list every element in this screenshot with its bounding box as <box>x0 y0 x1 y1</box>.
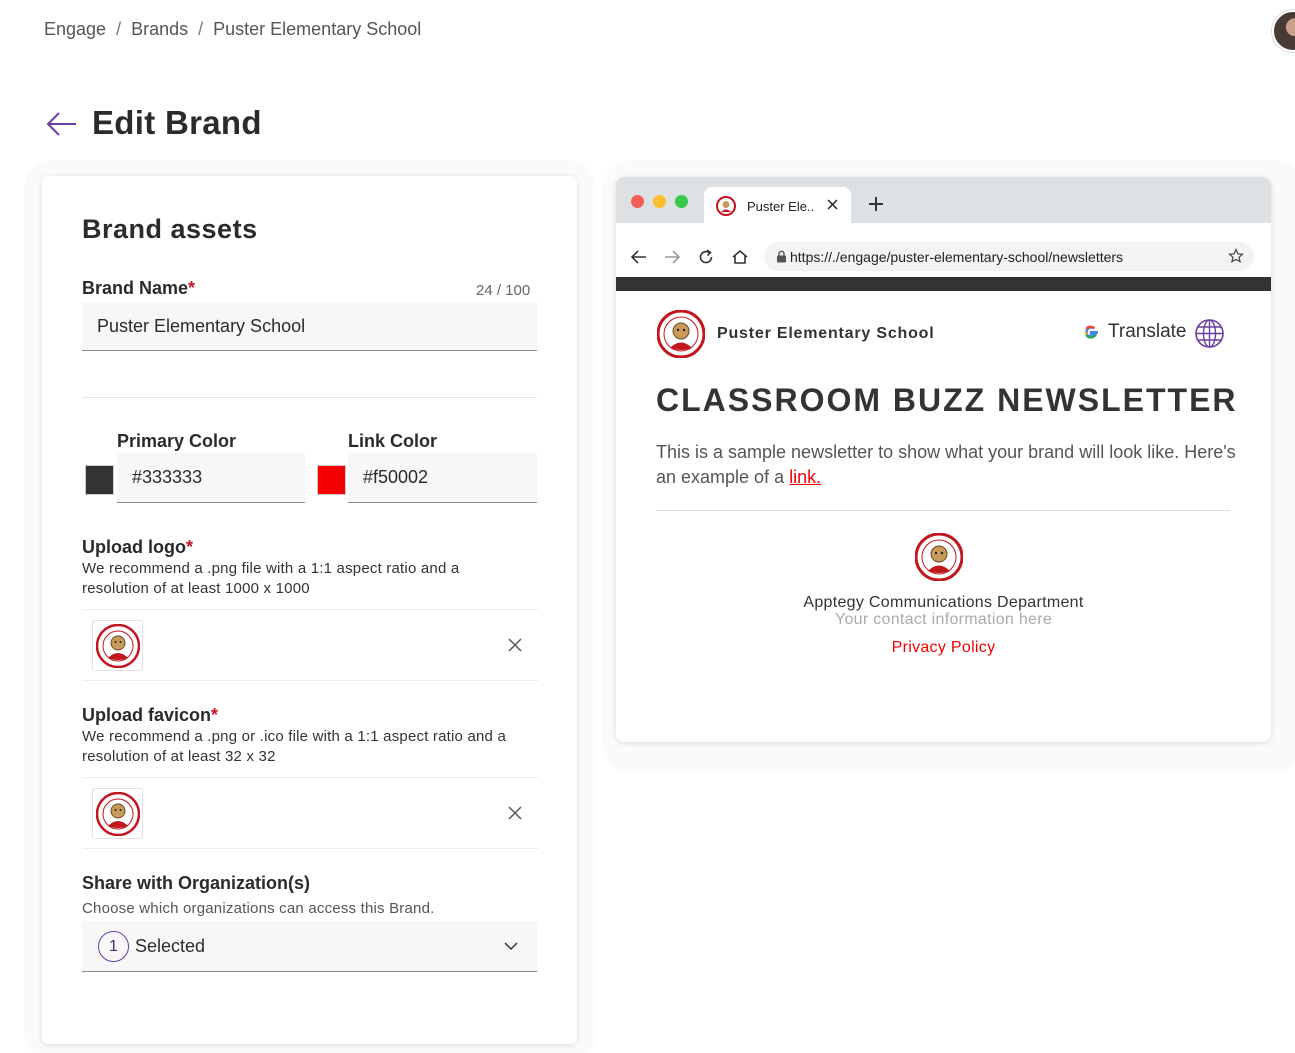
page-title: Edit Brand <box>92 104 262 141</box>
newsletter-divider <box>656 510 1230 511</box>
brand-name-counter: 24 / 100 <box>476 282 531 299</box>
newsletter-headline: CLASSROOM BUZZ NEWSLETTER <box>656 382 1238 418</box>
privacy-policy-link[interactable]: Privacy Policy <box>891 639 996 656</box>
share-label: Share with Organization(s) <box>82 873 311 893</box>
translate-label: Translate <box>1108 321 1187 342</box>
primary-color-bar <box>616 277 1271 291</box>
organization-select[interactable] <box>82 921 537 972</box>
link-color-swatch[interactable] <box>317 465 346 495</box>
newsletter-body <box>656 440 1236 490</box>
school-logo-icon <box>96 624 140 668</box>
browser-tab[interactable] <box>704 187 851 223</box>
upload-favicon-label <box>82 705 218 726</box>
school-logo-icon <box>96 792 140 836</box>
favicon-icon <box>716 196 736 216</box>
remove-favicon-icon[interactable] <box>506 804 524 822</box>
tab-close-icon[interactable] <box>826 198 839 211</box>
browser-back-icon[interactable] <box>630 248 648 266</box>
breadcrumb-engage[interactable]: Engage <box>44 19 107 39</box>
logo-thumbnail <box>92 620 143 671</box>
selected-label: Selected <box>135 936 206 956</box>
required-mark: * <box>185 537 193 557</box>
primary-color-input[interactable]: #333333 <box>117 453 305 503</box>
window-minimize-dot <box>653 195 666 208</box>
upload-favicon-label-text: Upload favicon <box>82 705 212 725</box>
back-arrow-icon[interactable] <box>46 110 78 138</box>
upload-favicon-help: We recommend a .png or .ico file with a 1:1 aspect ratio and a resolution of at least 32 x 32 <box>82 728 507 765</box>
url-field[interactable] <box>764 242 1254 271</box>
window-close-dot <box>631 195 644 208</box>
bookmark-star-icon[interactable] <box>1228 248 1244 264</box>
globe-icon[interactable] <box>1194 318 1225 349</box>
newsletter-brand-name: Puster Elementary School <box>717 325 935 342</box>
breadcrumb-current: Puster Elementary School <box>213 19 422 39</box>
brand-name-input[interactable]: Puster Elementary School <box>82 302 537 351</box>
primary-color-swatch[interactable] <box>85 465 114 495</box>
required-mark: * <box>188 278 196 298</box>
breadcrumb-brands[interactable]: Brands <box>131 19 189 39</box>
footer-logo-icon <box>915 533 963 581</box>
divider <box>82 397 537 398</box>
logo-upload-row <box>82 609 538 681</box>
translate-button[interactable] <box>1082 321 1187 343</box>
upload-logo-label <box>82 537 193 558</box>
lock-icon <box>776 250 787 263</box>
favicon-upload-row <box>82 777 538 849</box>
browser-tab-bar <box>616 177 1271 223</box>
footer-contact: Your contact information here <box>834 611 1053 628</box>
tab-title: Puster Ele.. <box>747 199 815 214</box>
section-title: Brand assets <box>82 214 258 244</box>
window-maximize-dot <box>675 195 688 208</box>
selected-count-badge: 1 <box>98 931 129 962</box>
upload-logo-label-text: Upload logo <box>82 537 186 557</box>
required-mark: * <box>211 705 219 725</box>
favicon-thumbnail <box>92 788 143 839</box>
chevron-down-icon <box>503 938 519 954</box>
browser-home-icon[interactable] <box>731 248 749 266</box>
browser-reload-icon[interactable] <box>697 248 715 266</box>
newsletter-body-text: This is a sample newsletter to show what your brand will look like. Here's an example of a <box>656 442 1236 487</box>
upload-logo-help: We recommend a .png file with a 1:1 aspect ratio and a resolution of at least 1000 x 1000 <box>82 560 460 597</box>
google-g-icon <box>1082 323 1100 341</box>
brand-preview-browser <box>616 177 1271 742</box>
footer-department: Apptegy Communications Department <box>803 594 1084 611</box>
share-help: Choose which organizations can access this Brand. <box>82 900 435 917</box>
remove-logo-icon[interactable] <box>506 636 524 654</box>
new-tab-icon[interactable] <box>867 195 885 213</box>
newsletter-logo-icon <box>657 310 705 358</box>
browser-forward-icon[interactable] <box>663 248 681 266</box>
primary-color-label: Primary Color <box>117 431 237 451</box>
breadcrumb-separator: / <box>116 19 122 39</box>
brand-name-label <box>82 278 195 299</box>
breadcrumb-separator: / <box>198 19 204 39</box>
link-color-label: Link Color <box>348 431 437 451</box>
brand-name-label-text: Brand Name <box>82 278 189 298</box>
breadcrumb <box>44 19 421 40</box>
user-avatar[interactable] <box>1272 10 1295 52</box>
url-text: https://./engage/puster-elementary-school/newsletters <box>790 249 1124 265</box>
link-color-input[interactable]: #f50002 <box>348 453 537 503</box>
newsletter-sample-link[interactable]: link. <box>789 467 822 487</box>
